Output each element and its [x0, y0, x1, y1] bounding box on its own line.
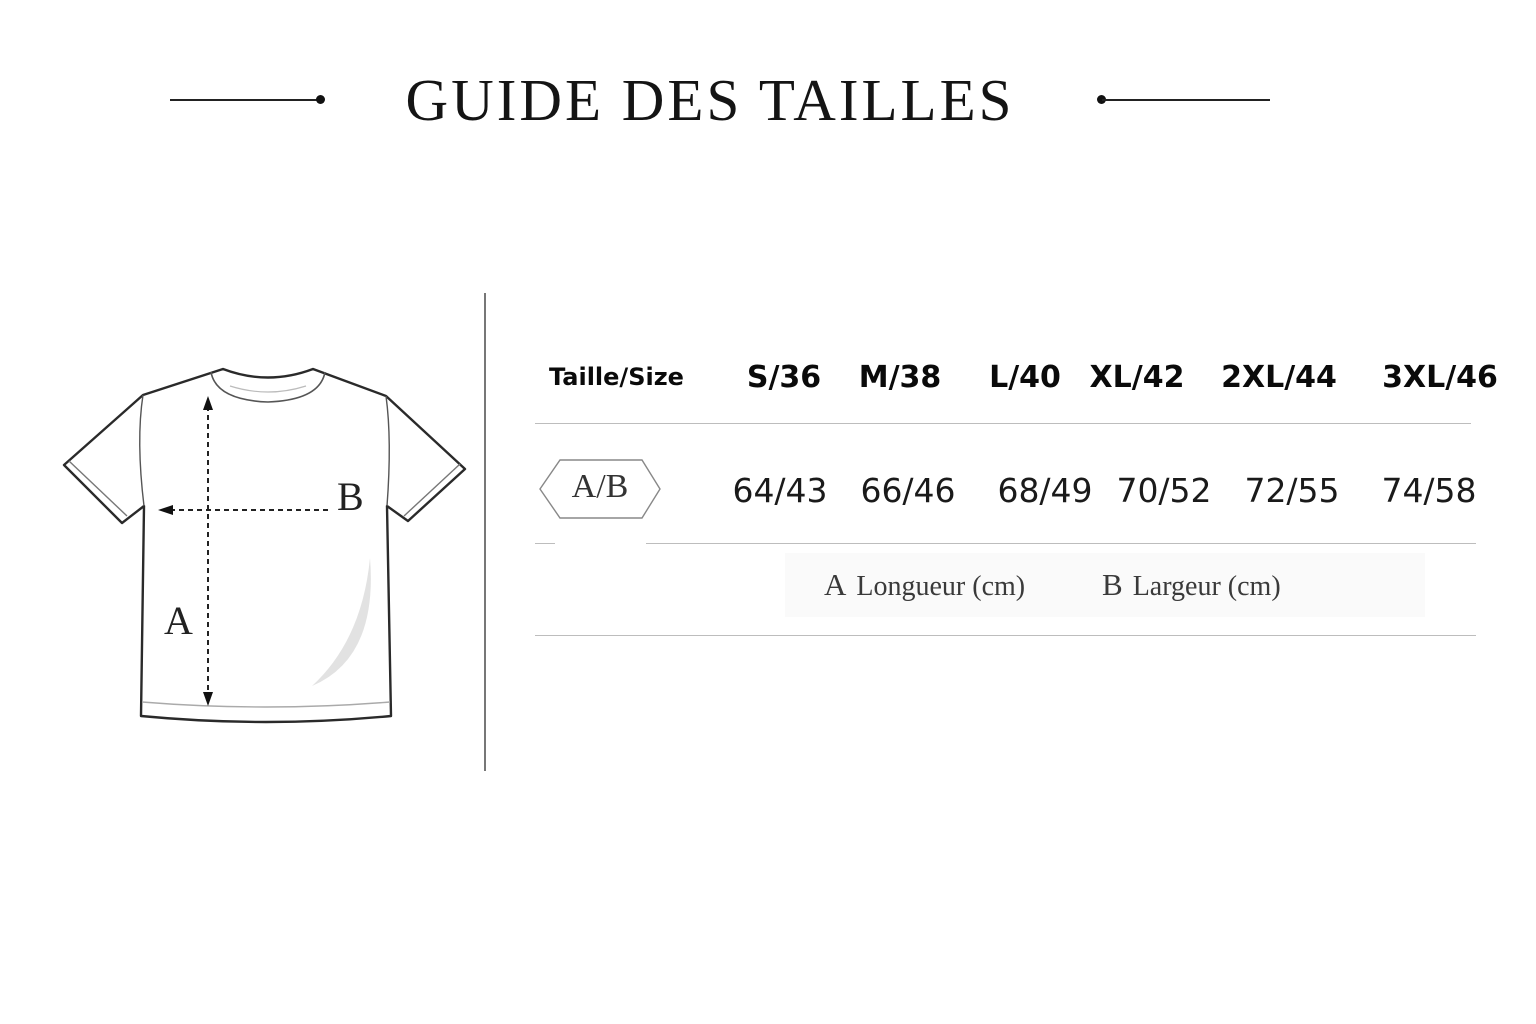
title-dot-left	[316, 95, 325, 104]
table-rule-top	[535, 423, 1471, 424]
title-rule-right	[1102, 99, 1270, 101]
value-3xl: 74/58	[1381, 471, 1477, 510]
title-rule-left	[170, 99, 318, 101]
table-rule-bottom	[535, 635, 1476, 636]
legend-width-text: Largeur (cm)	[1132, 571, 1281, 602]
size-header-xl: XL/42	[1089, 360, 1185, 395]
table-rule-middle-left	[535, 543, 555, 544]
size-header-l: L/40	[989, 360, 1061, 395]
tshirt-outline	[64, 369, 465, 722]
size-header-2xl: 2XL/44	[1221, 360, 1337, 395]
label-a: A	[164, 598, 193, 643]
ab-row-label: A/B	[571, 468, 629, 505]
size-header-3xl: 3XL/46	[1382, 360, 1498, 395]
size-header-m: M/38	[858, 360, 942, 395]
legend-width	[1102, 563, 1281, 613]
page-title: GUIDE DES TAILLES	[405, 67, 1015, 133]
table-rule-middle	[646, 543, 1476, 544]
legend-length-letter: A	[824, 567, 847, 602]
legend-length-text: Longueur (cm)	[856, 571, 1026, 602]
value-m: 66/46	[860, 471, 956, 510]
value-2xl: 72/55	[1244, 471, 1340, 510]
value-xl: 70/52	[1116, 471, 1212, 510]
value-s: 64/43	[732, 471, 828, 510]
taille-size-header: Taille/Size	[549, 363, 684, 391]
tshirt-diagram	[40, 340, 480, 750]
label-b: B	[337, 474, 364, 519]
vertical-divider	[484, 293, 486, 771]
legend-width-letter: B	[1102, 567, 1123, 602]
size-header-s: S/36	[746, 360, 822, 395]
legend-length	[824, 563, 1025, 613]
value-l: 68/49	[997, 471, 1093, 510]
